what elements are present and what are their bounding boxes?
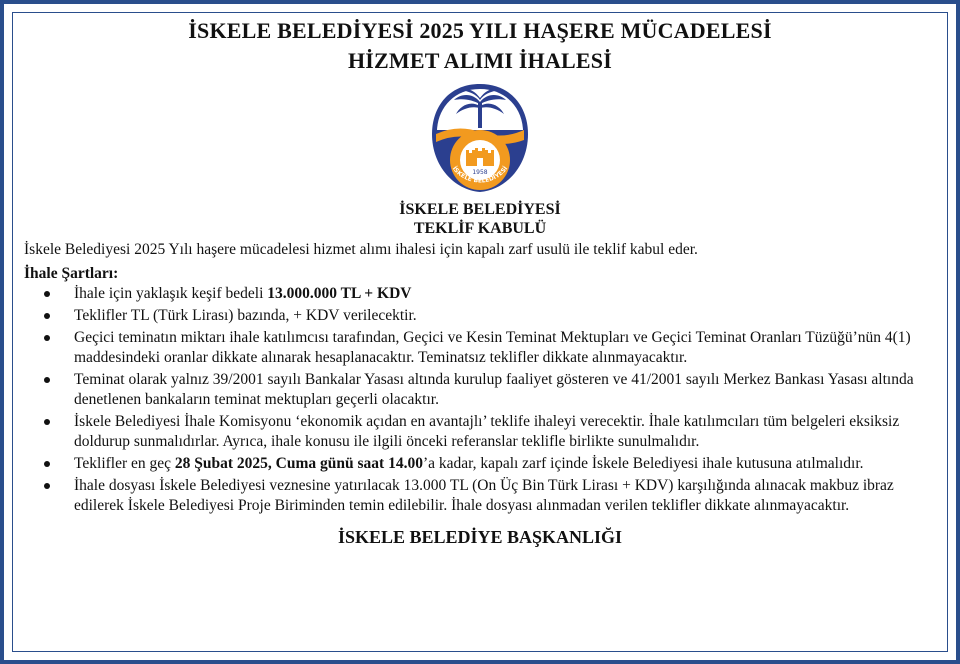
term-6-deadline: 28 Şubat 2025, Cuma günü saat 14.00 — [174, 455, 423, 472]
organization-block — [20, 200, 940, 238]
notice-subtitle: TEKLİF KABULÜ — [413, 220, 547, 237]
term-item — [74, 454, 940, 474]
municipality-emblem-icon — [428, 82, 532, 194]
logo-year: 1958 — [472, 169, 488, 176]
notice-title — [20, 16, 940, 76]
intro-paragraph: İskele Belediyesi 2025 Yılı haşere mücadelesi hizmet alımı ihalesi için kapalı zarf usulü ile teklif kabul eder. — [24, 241, 698, 258]
term-item: Teminat olarak yalnız 39/2001 sayılı Bankalar Yasası altında kurulup faaliyet gösteren ve 41/2001 sayılı Merkez Bankası Yasası altında denetlenen bankaların teminat mektupları geçerli olacaktır. — [74, 370, 940, 410]
term-6-text-post: ’a kadar, kapalı zarf içinde İskele Belediyesi ihale kutusuna atılmalıdır. — [422, 455, 864, 472]
organization-name: İSKELE BELEDİYESİ — [399, 201, 561, 218]
term-6-text-pre: Teklifler en geç — [74, 455, 175, 472]
title-line-1: İSKELE BELEDİYESİ 2025 YILI HAŞERE MÜCADELESİ — [188, 18, 772, 43]
term-item: Geçici teminatın miktarı ihale katılımcısı tarafından, Geçici ve Kesin Teminat Mektupları ve Geçici Teminat Oranları Tüzüğü’nün 4(1) maddesindeki oranlar dikkate alınarak hesaplanacaktır. Teminatsız teklifler dikkate alınmayacaktır. — [74, 328, 940, 368]
logo-ring-text: İSKELE BELEDİYESİ — [450, 165, 510, 185]
term-1-text: İhale için yaklaşık keşif bedeli — [74, 285, 268, 302]
term-item — [74, 284, 940, 304]
terms-heading: İhale Şartları: — [24, 265, 119, 282]
term-item: Teklifler TL (Türk Lirası) bazında, + KDV verilecektir. — [74, 306, 940, 326]
term-1-amount: 13.000.000 TL + KDV — [267, 285, 412, 302]
municipality-logo — [20, 82, 940, 194]
term-item: İskele Belediyesi İhale Komisyonu ‘ekonomik açıdan en avantajlı’ teklife ihaleyi verecektir. İhale katılımcıları tüm belgeleri eksiksiz doldurup sunmalıdırlar. Ayrıca, ihale konusu ile ilgili önceki referanslar teklifle birlikte sunulmalıdır. — [74, 412, 940, 452]
title-line-2: HİZMET ALIMI İHALESİ — [347, 48, 612, 73]
terms-list — [20, 284, 940, 516]
notice-content — [20, 16, 940, 548]
notice-frame — [4, 4, 956, 660]
issuer-signature: İSKELE BELEDİYE BAŞKANLIĞI — [337, 527, 623, 547]
term-item: İhale dosyası İskele Belediyesi veznesine yatırılacak 13.000 TL (On Üç Bin Türk Lirası + KDV) karşılığında alınacak makbuz ibraz edilerek İskele Belediyesi Proje Biriminden temin edilebilir. İhale dosyası alınmadan verilen teklifler dikkate alınmayacaktır. — [74, 476, 940, 516]
